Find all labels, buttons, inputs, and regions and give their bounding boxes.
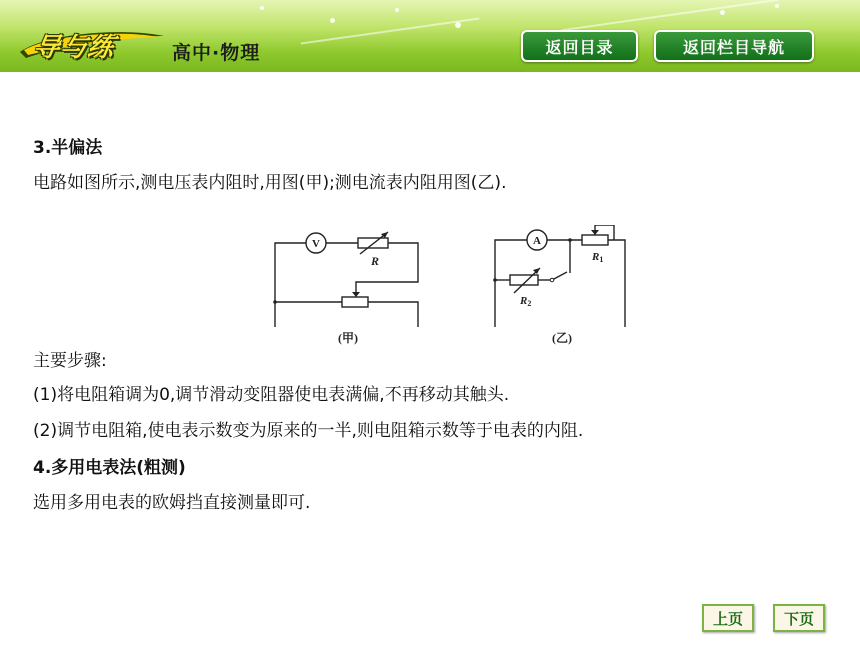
junction-dot [273, 300, 277, 304]
back-to-section-nav-button[interactable]: 返回栏目导航 [654, 30, 814, 62]
next-page-button[interactable]: 下页 [773, 604, 825, 632]
section3-text: 电路如图所示,测电压表内阻时,用图(甲);测电流表内阻用图(乙). [33, 173, 507, 193]
subject-label: 高中·物理 [172, 42, 261, 64]
section4-title: 4.多用电表法(粗测) [33, 458, 186, 478]
sparkle [395, 8, 399, 12]
circuit-a-labels [312, 238, 379, 345]
sparkle [455, 22, 461, 28]
circuit-diagram [270, 225, 640, 350]
back-to-contents-button[interactable]: 返回目录 [521, 30, 638, 62]
prev-page-button[interactable]: 上页 [702, 604, 754, 632]
r1-subscript: 1 [599, 255, 604, 264]
resistor-label: R [371, 254, 380, 268]
section4-text: 选用多用电表的欧姆挡直接测量即可. [33, 493, 311, 513]
light-streak [301, 17, 480, 44]
svg-text:R1 [591, 251, 603, 264]
wire [275, 243, 306, 327]
sparkle [330, 18, 335, 23]
junction-dot [493, 278, 497, 282]
switch-icon [552, 272, 567, 280]
rheostat-r1-icon [582, 235, 608, 245]
r2-label: R [520, 295, 528, 307]
steps-title: 主要步骤: [33, 351, 107, 371]
r2-subscript: 2 [527, 299, 532, 308]
caption-b: (乙) [552, 331, 572, 345]
light-streak [561, 0, 779, 31]
slider-arrow-icon [591, 230, 599, 235]
r1-label: R [592, 251, 600, 263]
sparkle [260, 6, 264, 10]
logo [18, 26, 166, 63]
caption-a: (甲) [338, 331, 358, 345]
meter-label: V [312, 238, 320, 250]
section3-title: 3.半偏法 [33, 138, 103, 158]
circuit-b-labels [519, 235, 603, 345]
wire [368, 302, 418, 327]
circuit-a [275, 232, 418, 327]
meter-label: A [533, 235, 541, 247]
header-banner [0, 0, 860, 72]
junction-dot [568, 238, 572, 242]
wire [608, 240, 625, 327]
logo-text: 导与练 [30, 33, 118, 63]
slider-arrow-icon [352, 292, 360, 297]
step-1: (1)将电阻箱调为0,调节滑动变阻器使电表满偏,不再移动其触头. [33, 385, 510, 405]
svg-text:R2 [519, 295, 531, 308]
circuit-b [495, 225, 625, 327]
switch-contact-icon [550, 278, 554, 282]
rheostat-icon [342, 297, 368, 307]
sparkle [775, 4, 779, 8]
step-2: (2)调节电阻箱,使电表示数变为原来的一半,则电阻箱示数等于电表的内阻. [33, 421, 584, 441]
sparkle [720, 10, 725, 15]
